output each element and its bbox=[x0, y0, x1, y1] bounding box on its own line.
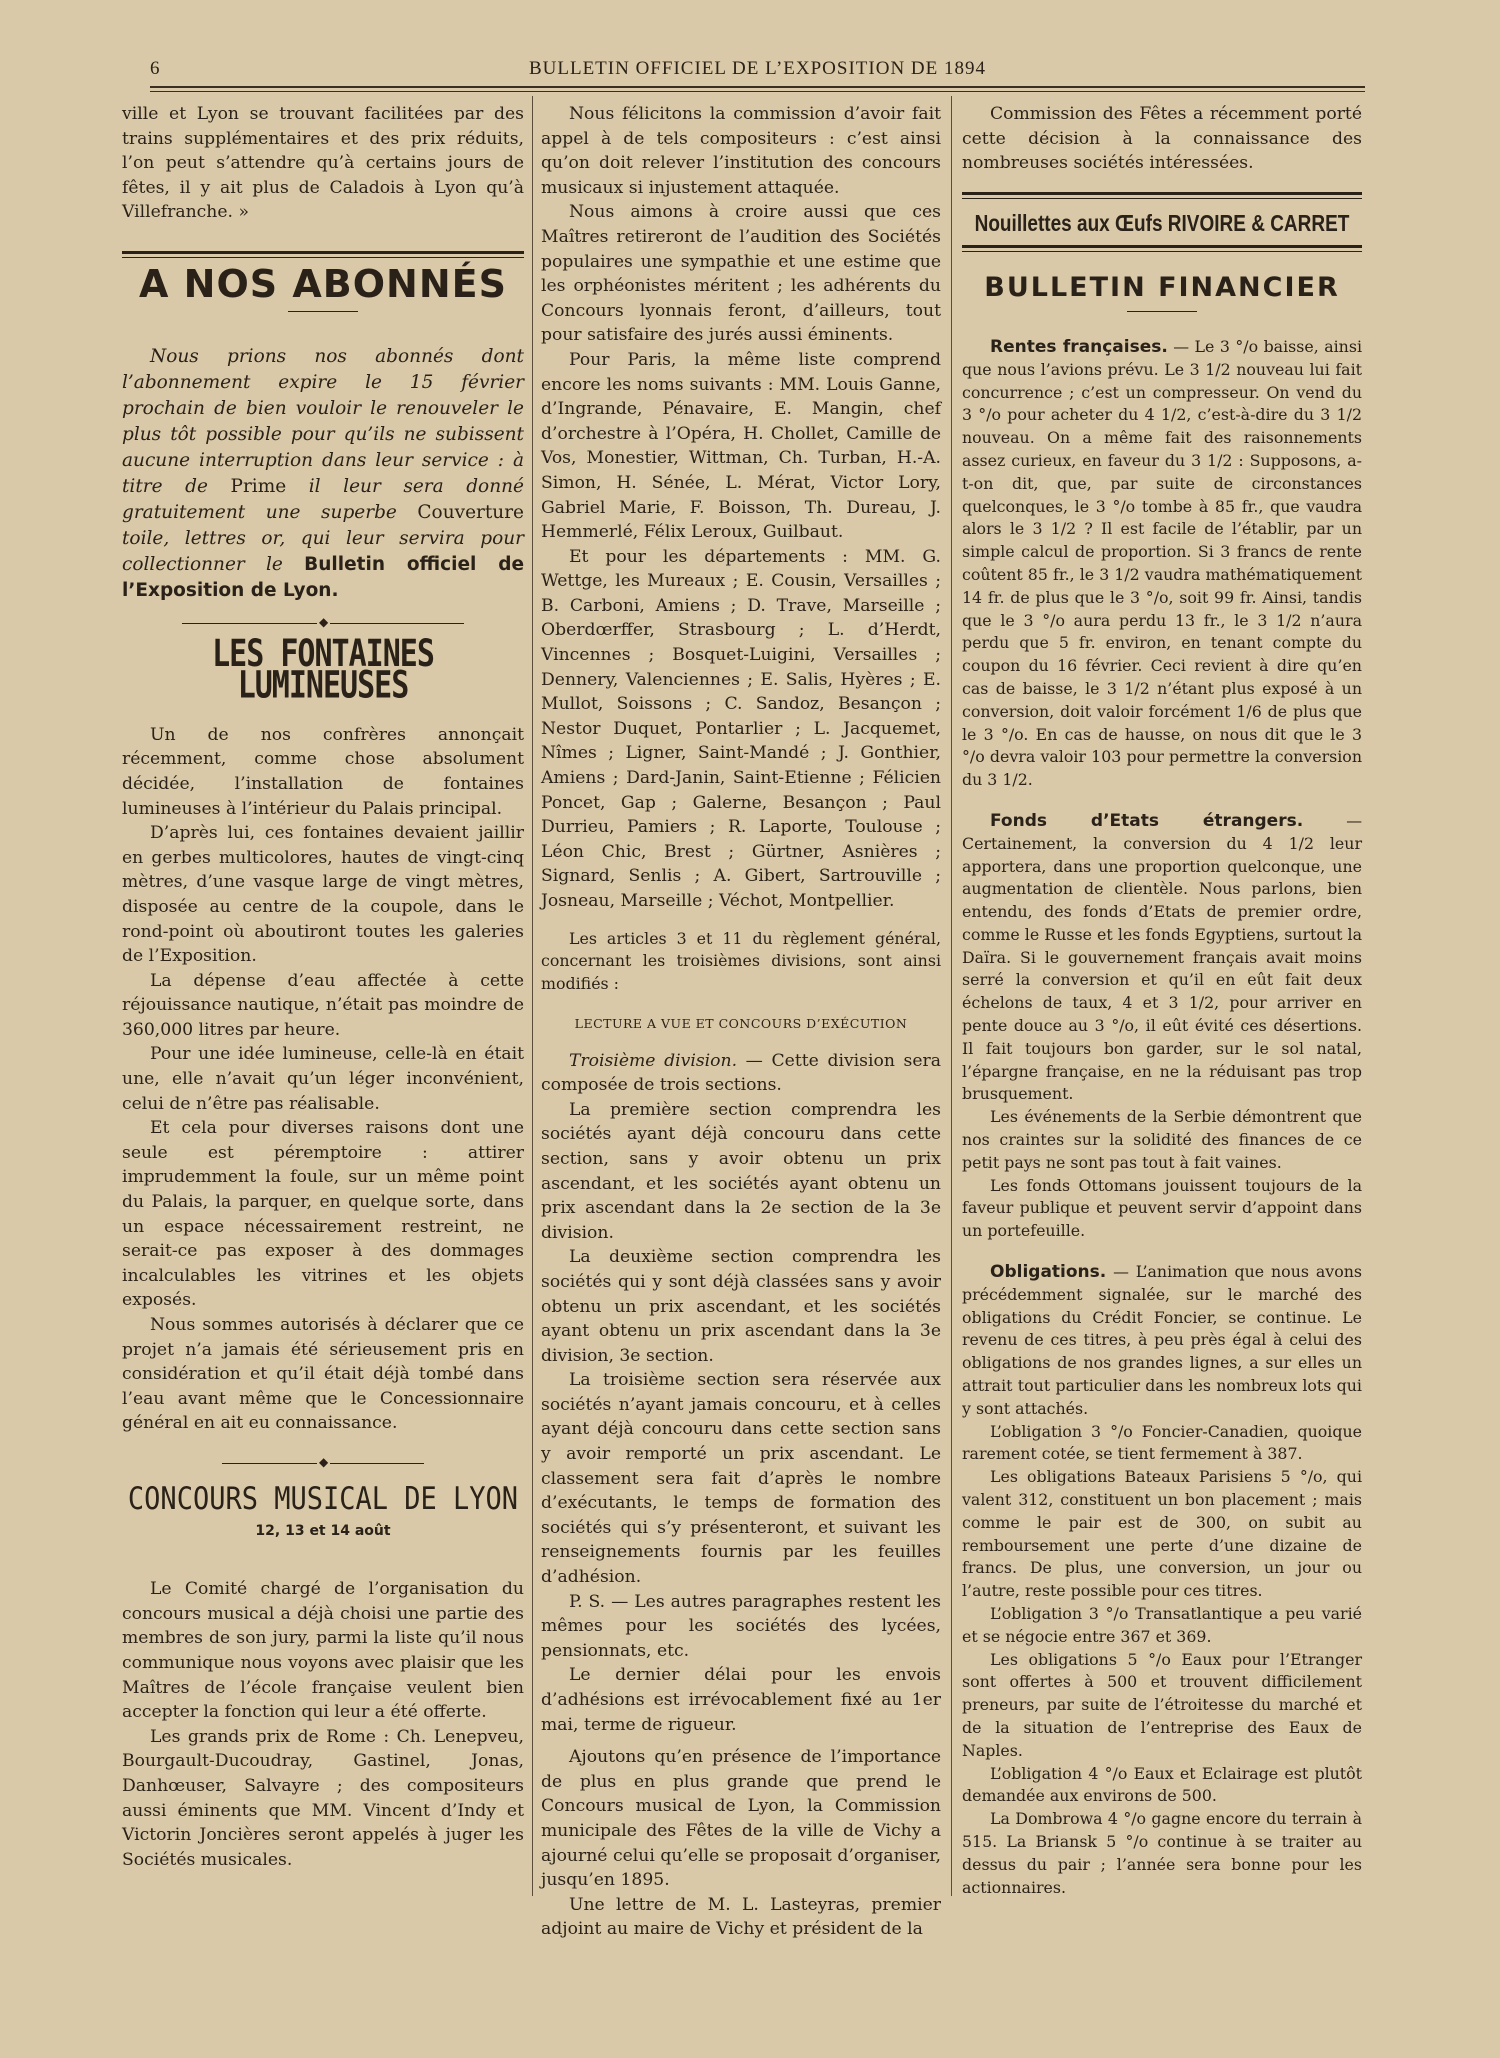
paragraph: Un de nos confrères annonçait récemment, comme chose absolument décidée, l’installation de fontaines lumineuses à l’intérieur du Palais principal. bbox=[122, 724, 524, 819]
paragraph: Rentes françaises. — Le 3 °/o baisse, ainsi que nous l’avions prévu. Le 3 1/2 nouveau lui fait concurrence ; c’est un compresseur. On vend du 3 °/o pour acheter du 4 1/2, c’est-à-dire du 3 1/2 nouveau. On a même fait des raisonnements assez curieux, en faveur du 3 1/2 : Supposons, a-t-on dit, que, par suite de circonstances quelconques, le 3 °/o tombe à 85 fr., que vaudra alors le 3 1/2 ? Il est facile de l’établir, par un simple calcul de proportion. Si 3 francs de rente coûtent 85 fr., le 3 1/2 vaudra mathématiquement 14 fr. de plus que le 3 °/o, soit 99 fr. Ainsi, tandis que le 3 °/o aura perdu 13 fr., le 3 1/2 n’aura perdu que 5 fr. environ, en tenant compte du coupon du 16 février. Ceci revient à dire qu’en cas de baisse, le 3 1/2 n’étant plus exposé à un conversion, doit valoir forcément 1/6 de plus que le 3 °/o. En cas de hausse, on nous dit que le 3 °/o devra valoir 103 pour permettre la conversion du 3 1/2. bbox=[962, 336, 1363, 790]
paragraph: Pour une idée lumineuse, celle-là en était une, elle n’avait qu’un léger inconvénient, celui de n’être pas réalisable. bbox=[122, 1044, 524, 1114]
spacer bbox=[962, 792, 1362, 810]
paragraph: Commission des Fêtes a récemment porté cette décision à la connaissance des nombreuses sociétés intéressées. bbox=[962, 104, 1362, 174]
paragraph: Les obligations 5 °/o Eaux pour l’Etranger sont offertes à 500 et trouvent difficilement preneurs, par suite de l’étroitesse du marché et de la situation de l’entreprise des Eaux de Naples. bbox=[962, 1649, 1362, 1760]
concours-heading: CONCOURS MUSICAL DE LYON bbox=[127, 1481, 519, 1518]
fontaines-heading: LES FONTAINES LUMINEUSES bbox=[212, 631, 434, 707]
paragraph: La Dombrowa 4 °/o gagne encore du terrain à 515. La Briansk 5 °/o continue à se traiter au dessus du pair ; l’année sera bonne pour les actionnaires. bbox=[962, 1809, 1362, 1897]
spacer bbox=[962, 1243, 1362, 1261]
paragraph: Les obligations Bateaux Parisiens 5 °/o, qui valent 312, constituent un bon placement ; mais comme le pair est de 300, on subit au remboursement une perte d’une dizaine de francs. De plus, une conversion, un jour ou l’autre, reste possible pour ces titres. bbox=[962, 1467, 1362, 1601]
paragraph: L’obligation 4 °/o Eaux et Eclairage est plutôt demandée aux environs de 500. bbox=[962, 1763, 1362, 1806]
paragraph: Les grands prix de Rome : Ch. Lenepveu, Bourgault-Ducoudray, Gastinel, Jonas, Danhœuser, Salvayre ; des compositeurs aussi éminents que MM. Vincent d’Indy et Victorin Joncières seront appelés à juger les Sociétés musicales. bbox=[122, 1726, 524, 1870]
diamond-separator: ◆ bbox=[182, 618, 464, 630]
abonnes-notice: Nous prions nos abonnés dont l’abonnement expire le 15 février prochain de bien vouloir le renouveler le plus tôt possible pour qu’ils ne subissent aucune interruption dans leur service : à titre de Prime il leur sera donné gratuitement une superbe Couverture toile, lettres or, qui leur servira pour collectionner le Bulletin officiel de l’Exposition de Lyon. bbox=[122, 345, 524, 601]
section-double-rule bbox=[122, 251, 524, 258]
paragraph: La première section comprendra les sociétés ayant déjà concouru dans cette section, sans y avoir obtenu un prix ascendant, et les sociétés ayant obtenu un prix ascendant dans la 2e section de la 3e division. bbox=[541, 1099, 941, 1243]
diamond-separator: ◆ bbox=[222, 1458, 424, 1470]
concours-dates: 12, 13 et 14 août bbox=[255, 1522, 391, 1539]
page-number: 6 bbox=[150, 58, 161, 79]
article-continuation: ville et Lyon se trouvant facilitées par des trains supplémentaires et des prix réduits, l’on peut s’attendre qu’à certains jours de fêtes, il y ait plus de Caladois à Lyon qu’à Villefranche. » bbox=[122, 104, 524, 223]
paragraph: Nous félicitons la commission d’avoir fait appel à de tels compositeurs : c’est ainsi qu’on doit relever l’institution des concours musicaux si injustement attaquée. bbox=[541, 104, 941, 198]
paragraph: Les fonds Ottomans jouissent toujours de la faveur publique et peuvent servir d’appoint dans un portefeuille. bbox=[962, 1175, 1362, 1241]
paragraph: Ajoutons qu’en présence de l’importance de plus en plus grande que prend le Concours musical de Lyon, la Commission municipale des Fêtes de la ville de Vichy a ajourné celui qu’elle se proposait d’organiser, jusqu’en 1895. bbox=[541, 1747, 941, 1891]
paragraph: D’après lui, ces fontaines devaient jaillir en gerbes multicolores, hautes de vingt-cinq mètres, d’une vasque large de vingt mètres, disposée au centre de la coupole, dans le rond-point où aboutiront toutes les galeries de l’Exposition. bbox=[122, 823, 524, 967]
short-rule bbox=[288, 311, 358, 312]
paragraph: L’obligation 3 °/o Foncier-Canadien, quoique rarement cotée, se tient fermement à 387. bbox=[962, 1421, 1362, 1464]
short-rule bbox=[1127, 311, 1197, 312]
financier-heading: BULLETIN FINANCIER bbox=[984, 272, 1340, 304]
column-divider bbox=[532, 96, 533, 1896]
spacer bbox=[541, 1737, 941, 1745]
column-3 bbox=[962, 102, 1362, 1899]
paragraph: P. S. — Les autres paragraphes restent les mêmes pour les sociétés des lycées, pensionnats, etc. bbox=[541, 1591, 941, 1661]
paragraph: Et cela pour diverses raisons dont une seule est péremptoire : attirer imprudemment la foule, sur un même point du Palais, la parquer, en quelque sorte, dans un espace nécessairement restreint, ne serait-ce pas exposer à des dommages incalculables les vitrines et les objets exposés. bbox=[122, 1118, 524, 1311]
paragraph: Une lettre de M. L. Lasteyras, premier adjoint au maire de Vichy et président de la bbox=[541, 1894, 941, 1940]
section-double-rule bbox=[962, 245, 1362, 252]
paragraph: Nous sommes autorisés à déclarer que ce projet n’a jamais été sérieusement pris en considération et qu’il était déjà tombé dans l’eau avant même que le Concessionnaire général en ait eu connaissance. bbox=[122, 1315, 524, 1434]
paragraph: Obligations. — L’animation que nous avons précédemment signalée, sur le marché des obligations du Crédit Foncier, se continue. Le revenu de ces titres, à peu près égal à celui des obligations de nos grandes lignes, a sur elles un attrait tout particulier dans les nombreux lots qui y sont attachés. bbox=[962, 1262, 1362, 1418]
paragraph: Les événements de la Serbie démontrent que nos craintes sur la solidité des finances de ce petit pays ne sont pas tout à fait vaines. bbox=[962, 1107, 1362, 1172]
lecture-subheading: LECTURE A VUE ET CONCOURS D’EXÉCUTION bbox=[574, 1015, 908, 1031]
abonnes-heading: A NOS ABONNÉS bbox=[139, 261, 507, 306]
page-header bbox=[150, 52, 1365, 86]
paragraph: La troisième section sera réservée aux sociétés n’ayant jamais concouru, et à celles ayant déjà concouru dans cette section sans y avoir remporté un prix ascendant. Le classement sera fait d’après le nombre d’exécutants, le temps de formation des sociétés qui s’y présenteront, et suivant les renseignements fournis par les feuilles d’adhésion. bbox=[541, 1370, 941, 1588]
publication-title: BULLETIN OFFICIEL DE L’EXPOSITION DE 1894 bbox=[528, 58, 987, 79]
paragraph: Troisième division. — Cette division sera composée de trois sections. bbox=[541, 1050, 941, 1096]
paragraph: La dépense d’eau affectée à cette réjouissance nautique, n’était pas moindre de 360,000 litres par heure. bbox=[122, 970, 524, 1040]
paragraph: Le dernier délai pour les envois d’adhésions est irrévocablement fixé au 1er mai, terme de rigueur. bbox=[541, 1665, 941, 1735]
advertisement-banner: Nouillettes aux Œufs RIVOIRE & CARRET bbox=[974, 211, 1350, 237]
column-divider bbox=[951, 96, 952, 1896]
paragraph: Nous aimons à croire aussi que ces Maîtres retireront de l’audition des Sociétés populaires une sympathie et une estime que les orphéonistes méritent ; les adhérents du Concours lyonnais feront, d’ailleurs, tout pour satisfaire des jurés aussi éminents. bbox=[541, 202, 941, 346]
section-double-rule bbox=[962, 192, 1362, 199]
paragraph: Et pour les départements : MM. G. Wettge, les Mureaux ; E. Cousin, Versailles ; B. Carboni, Amiens ; D. Trave, Marseille ; Oberdœrffer, Strasbourg ; L. d’Herdt, Vincennes ; Bosquet-Luigini, Versailles ; Dennery, Valenciennes ; E. Salis, Hyères ; E. Mullot, Soissons ; C. Sandoz, Besançon ; Nestor Duquet, Pontarlier ; L. Jacquemet, Nîmes ; Ligner, Saint-Mandé ; J. Gonthier, Amiens ; Dard-Janin, Saint-Etienne ; Félicien Poncet, Gap ; Galerne, Besançon ; Paul Durrieu, Pamiers ; R. Laporte, Toulouse ; Léon Chic, Brest ; Gürtner, Asnières ; Signard, Senlis ; A. Gibert, Sartrouville ; Josneau, Marseille ; Véchot, Montpellier. bbox=[541, 546, 941, 911]
header-rule-thin bbox=[150, 91, 1365, 92]
paragraph: Fonds d’Etats étrangers. — Certainement, la conversion du 4 1/2 leur apportera, dans une proportion quelconque, une augmentation de clientèle. Nous parlons, bien entendu, des fonds d’Etats de premier ordre, comme le Russe et les fonds Egyptiens, surtout la Daïra. Si le gouvernement français avait moins serré la conversion et qu’il en eût fait deux échelons de taux, 4 et 3 1/2, pour arriver en pente douce au 3 °/o, il eût évité ces désertions. Il fait toujours bon garder, sur le sol natal, l’épargne française, en ne la réduisant pas trop brusquement. bbox=[962, 810, 1363, 1104]
column-1 bbox=[122, 102, 524, 1872]
paragraph: L’obligation 3 °/o Transatlantique a peu varié et se négocie entre 367 et 369. bbox=[962, 1604, 1362, 1646]
spacer bbox=[541, 914, 941, 928]
paragraph: Le Comité chargé de l’organisation du concours musical a déjà choisi une partie des membres de son jury, parmi la liste qu’il nous communique nous voyons avec plaisir que les Maîtres de l’école française veulent bien accepter la fonction qui leur a été offerte. bbox=[122, 1579, 524, 1723]
paragraph: Les articles 3 et 11 du règlement général, concernant les troisièmes divisions, sont ainsi modifiés : bbox=[541, 928, 941, 994]
paragraph: Pour Paris, la même liste comprend encore les noms suivants : MM. Louis Ganne, d’Ingrande, Pénavaire, E. Mangin, chef d’orchestre à l’Opéra, H. Chollet, Camille de Vos, Monestier, Wittman, Ch. Turban, H.-A. Simon, H. Sénée, L. Mérat, Victor Lory, Gabriel Marie, F. Boisson, Th. Dureau, J. Hemmerlé, Félix Leroux, Guilbaut. bbox=[541, 349, 941, 543]
column-2 bbox=[541, 102, 941, 1942]
paragraph: La deuxième section comprendra les sociétés qui y sont déjà classées sans y avoir obtenu un prix ascendant, et les sociétés ayant obtenu un prix ascendant dans la 3e division, 3e section. bbox=[541, 1247, 941, 1366]
header-rule bbox=[150, 86, 1365, 88]
